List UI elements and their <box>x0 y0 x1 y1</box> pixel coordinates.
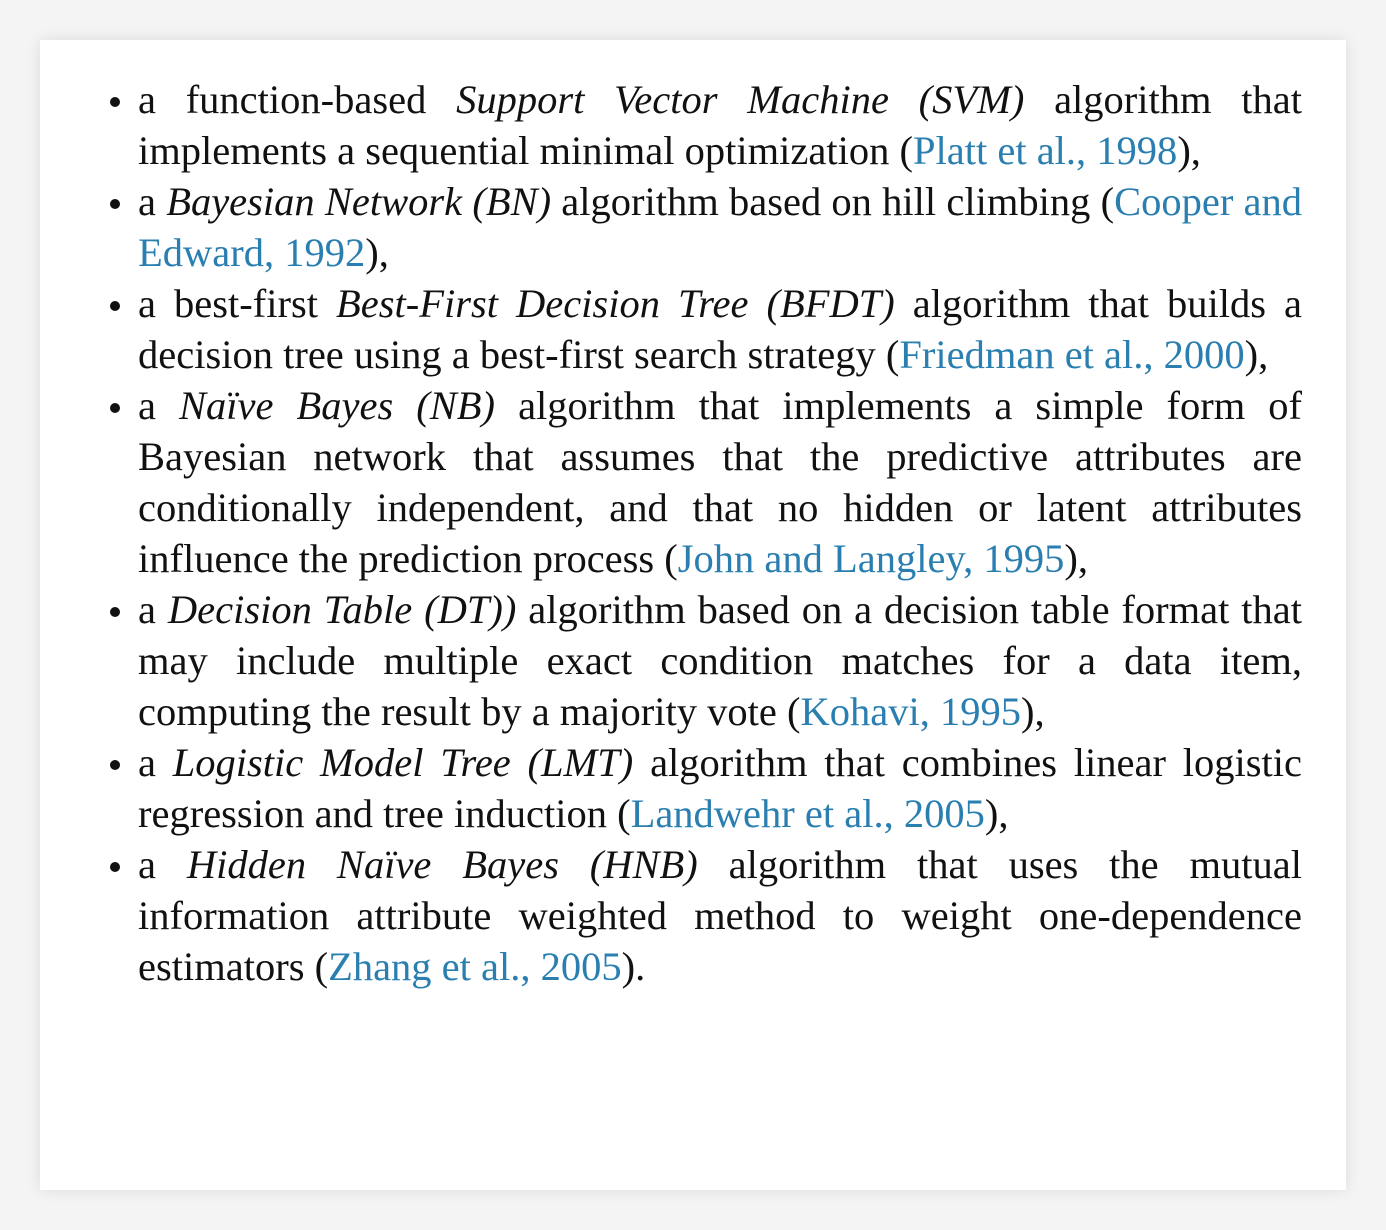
list-item-dt: a Decision Table (DT)) algorithm based on a decision table format that may include multiple exact condition matches for a data item, computing the result by a majority vote (Kohavi, 1995), <box>138 584 1302 737</box>
citation-link[interactable]: John and Langley, 1995 <box>677 536 1065 581</box>
algorithm-name: Bayesian Network (BN) <box>166 179 552 224</box>
citation-link[interactable]: Cooper and Edward, 1992 <box>138 179 1303 275</box>
bullet-icon <box>110 97 120 107</box>
algorithm-name: Logistic Model Tree (LMT) <box>172 740 634 785</box>
bullet-icon <box>110 199 120 209</box>
algorithm-list <box>138 74 1302 992</box>
list-item-svm: a function-based Support Vector Machine (SVM) algorithm that implements a sequential minimal optimization (Platt et al., 1998), <box>138 74 1302 176</box>
algorithm-name: Best-First Decision Tree (BFDT) <box>335 281 895 326</box>
list-item-hnb: a Hidden Naïve Bayes (HNB) algorithm that uses the mutual information attribute weighted method to weight one-dependence estimators (Zhang et al., 2005). <box>138 839 1302 992</box>
bullet-icon <box>110 862 120 872</box>
citation-link[interactable]: Platt et al., 1998 <box>912 128 1178 173</box>
citation-link[interactable]: Landwehr et al., 2005 <box>630 791 985 836</box>
citation-link[interactable]: Friedman et al., 2000 <box>899 332 1245 377</box>
citation-link[interactable]: Zhang et al., 2005 <box>328 944 622 989</box>
bullet-icon <box>110 760 120 770</box>
algorithm-name: Support Vector Machine (SVM) <box>456 77 1025 122</box>
bullet-icon <box>110 403 120 413</box>
algorithm-name: Decision Table (DT)) <box>167 587 517 632</box>
document-page <box>40 40 1346 1190</box>
algorithm-name: Hidden Naïve Bayes (HNB) <box>186 842 698 887</box>
list-item-lmt: a Logistic Model Tree (LMT) algorithm that combines linear logistic regression and tree induction (Landwehr et al., 2005), <box>138 737 1302 839</box>
list-item-bn: a Bayesian Network (BN) algorithm based on hill climbing (Cooper and Edward, 1992), <box>138 176 1302 278</box>
algorithm-name: Naïve Bayes (NB) <box>179 383 496 428</box>
list-item-bfdt: a best-first Best-First Decision Tree (BFDT) algorithm that builds a decision tree using a best-first search strategy (Friedman et al., 2000), <box>138 278 1302 380</box>
list-item-nb: a Naïve Bayes (NB) algorithm that implements a simple form of Bayesian network that assumes that the predictive attributes are conditionally independent, and that no hidden or latent attributes influence the prediction process (John and Langley, 1995), <box>138 380 1302 584</box>
citation-link[interactable]: Kohavi, 1995 <box>800 689 1021 734</box>
bullet-icon <box>110 607 120 617</box>
bullet-icon <box>110 301 120 311</box>
